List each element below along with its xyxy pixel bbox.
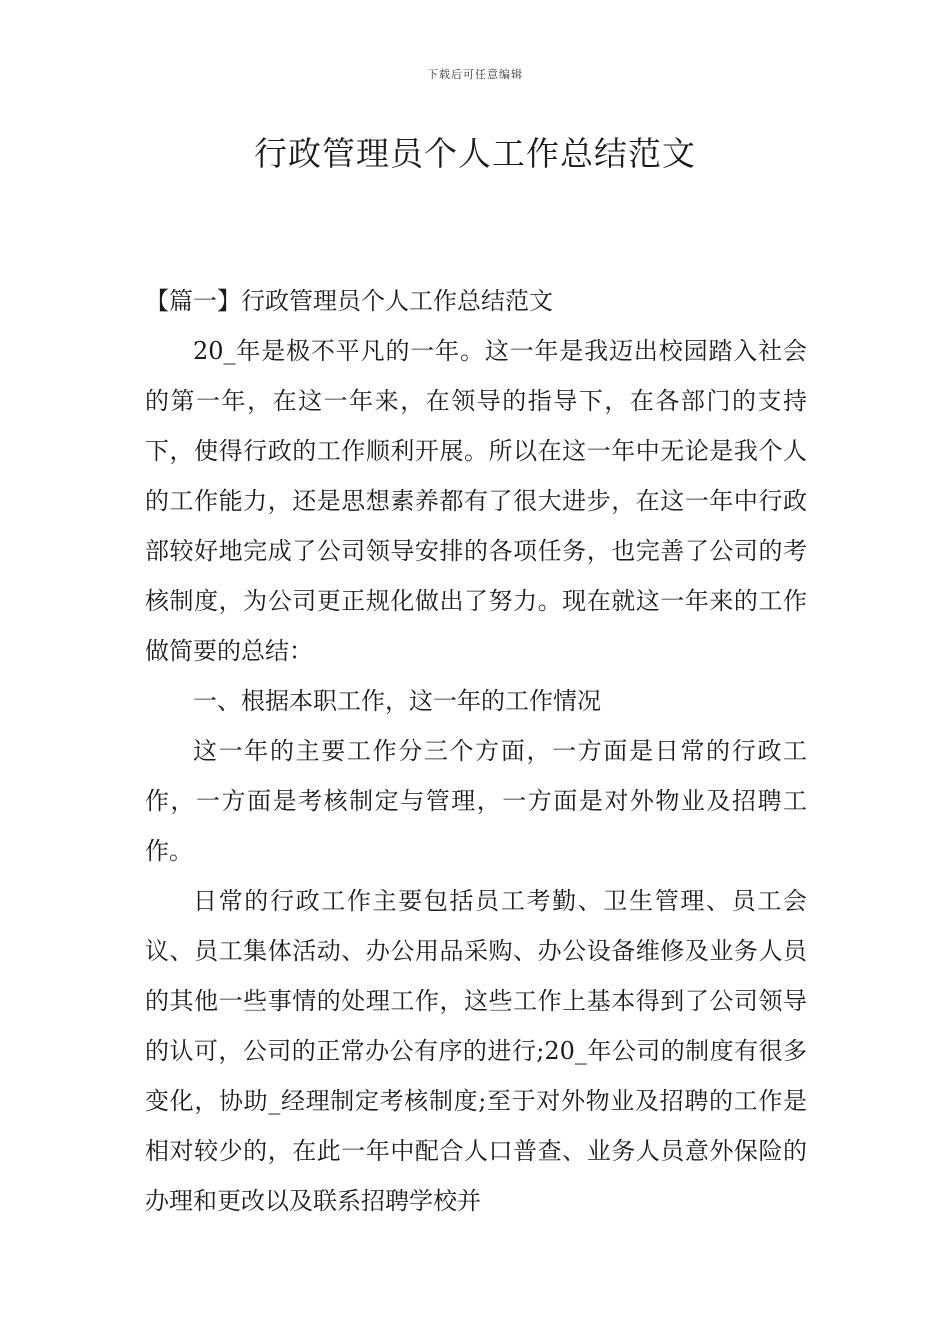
paragraph-daily-admin: 日常的行政工作主要包括员工考勤、卫生管理、员工会议、员工集体活动、办公用品采购、办公设备维修及业务人员的其他一些事情的处理工作，这些工作上基本得到了公司领导的认可，公司的正常办公有序的进行;20_年公司的制度有很多变化，协助_经理制定考核制度;至于对外物业及招聘的工作是相对较少的，在此一年中配合人口普查、业务人员意外保险的办理和更改以及联系招聘学校并 bbox=[145, 887, 807, 1215]
paragraph-intro: 20_年是极不平凡的一年。这一年是我迈出校园踏入社会的第一年，在这一年来，在领导的指导下，在各部门的支持下，使得行政的工作顺利开展。所以在这一年中无论是我个人的工作能力，还是思想素养都有了很大进步，在这一年中行政部较好地完成了公司领导安排的各项任务，也完善了公司的考核制度，为公司更正规化做出了努力。现在就这一年来的工作做简要的总结： bbox=[145, 337, 807, 665]
paragraph-work-aspects: 这一年的主要工作分三个方面，一方面是日常的行政工作，一方面是考核制定与管理，一方面是对外物业及招聘工作。 bbox=[145, 737, 807, 865]
section-heading: 【篇一】行政管理员个人工作总结范文 bbox=[145, 287, 553, 315]
document-body bbox=[145, 276, 807, 1226]
header-note: 下载后可任意编辑 bbox=[427, 68, 523, 81]
paragraph-subheading: 一、根据本职工作，这一年的工作情况 bbox=[193, 687, 601, 715]
document-title: 行政管理员个人工作总结范文 bbox=[254, 134, 696, 173]
